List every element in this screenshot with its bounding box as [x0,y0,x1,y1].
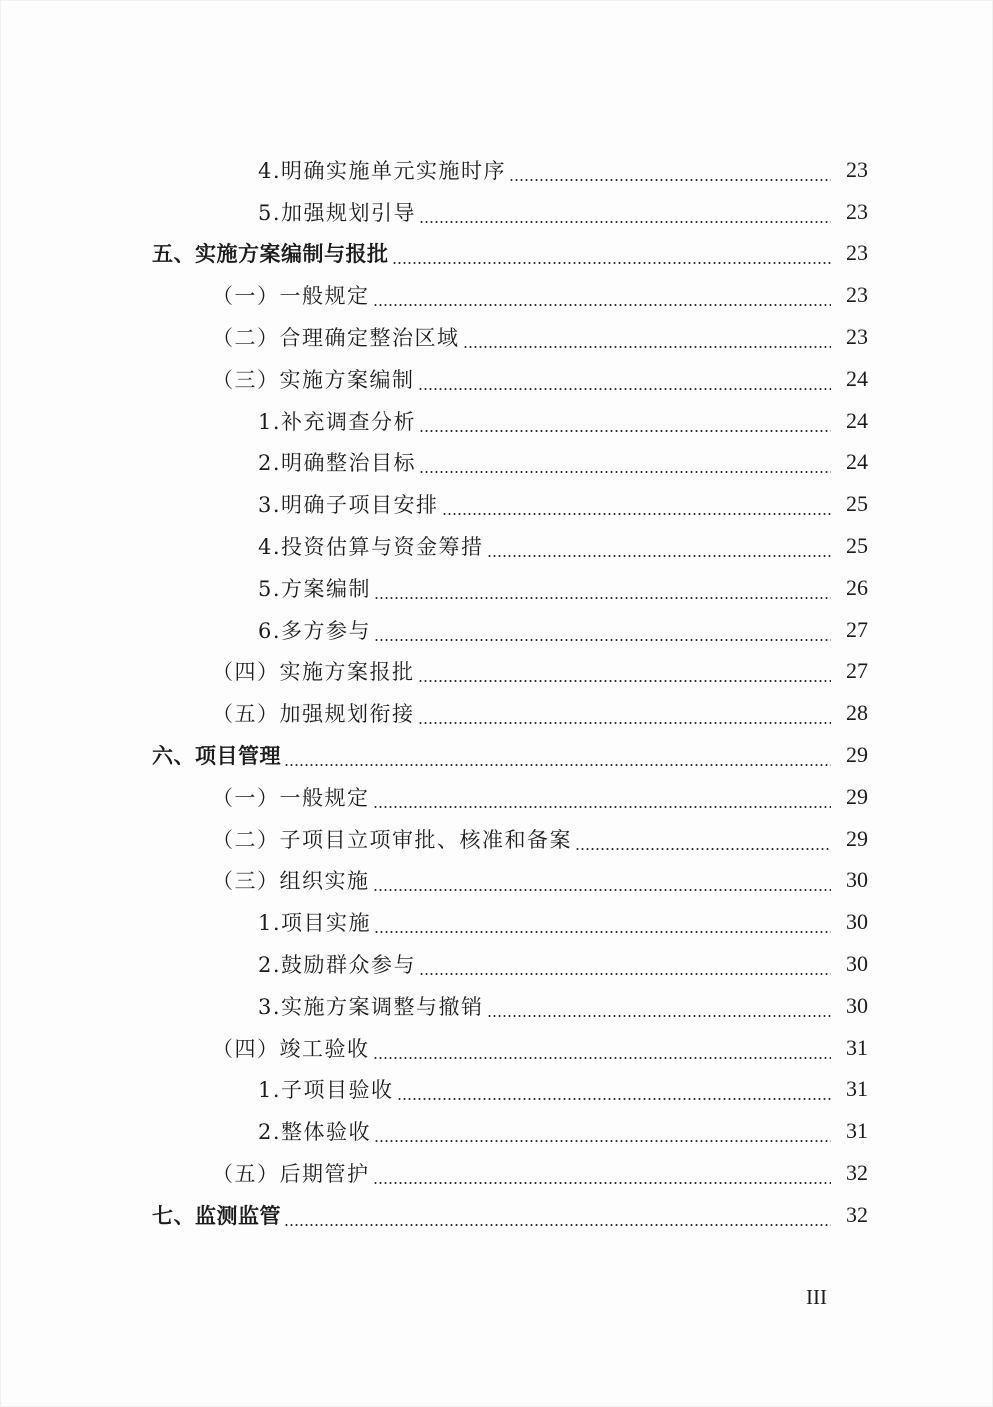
toc-entry-level-2[interactable] [0,1152,993,1194]
toc-entry-title: （三）实施方案编制 [212,367,415,392]
toc-entry-title: 六、项目管理 [152,744,281,769]
toc-entry-level-3[interactable] [0,483,993,525]
toc-dot-leader [419,430,831,432]
toc-entry-title: 1.补充调查分析 [258,409,417,434]
toc-dot-leader [373,1057,832,1059]
toc-entry-page-number: 23 [846,156,868,182]
toc-dot-leader [442,513,831,515]
toc-entry-page-number: 24 [846,449,868,475]
toc-entry-level-3[interactable] [0,1110,993,1152]
toc-entry-page-number: 30 [846,951,868,977]
toc-entry-title: 3.明确子项目安排 [258,493,439,518]
toc-dot-leader [373,889,832,891]
toc-entry-level-3[interactable] [0,567,993,609]
toc-entry-page-number: 30 [846,867,868,893]
toc-entry-page-number: 25 [846,491,868,517]
toc-entry-title: 4.明确实施单元实施时序 [258,158,507,183]
toc-entry-page-number: 25 [846,533,868,559]
toc-entry-page-number: 31 [846,1076,868,1102]
toc-entry-page-number: 26 [846,574,868,600]
toc-entry-page-number: 27 [846,658,868,684]
toc-entry-page-number: 24 [846,365,868,391]
toc-entry-level-3[interactable] [0,442,993,484]
toc-entry-title: （二）子项目立项审批、核准和备案 [212,827,572,852]
toc-dot-leader [284,764,831,766]
toc-entry-level-2[interactable] [0,776,993,818]
toc-entry-page-number: 24 [846,407,868,433]
toc-entry-title: 2.明确整治目标 [258,451,417,476]
toc-dot-leader [373,806,832,808]
toc-entry-level-2[interactable] [0,692,993,734]
toc-entry-level-1[interactable] [0,1194,993,1236]
toc-entry-page-number: 31 [846,1118,868,1144]
toc-entry-title: 5.方案编制 [258,576,372,601]
toc-entry-level-1[interactable] [0,233,993,275]
toc-dot-leader [419,471,831,473]
toc-entry-title: （二）合理确定整治区域 [212,326,460,351]
toc-entry-level-3[interactable] [0,400,993,442]
toc-entry-title: （五）后期管护 [212,1162,370,1187]
toc-entry-page-number: 29 [846,742,868,768]
toc-dot-leader [419,221,831,223]
toc-dot-leader [419,973,831,975]
toc-dot-leader [284,1224,831,1226]
toc-entry-level-3[interactable] [0,943,993,985]
toc-entry-page-number: 23 [846,240,868,266]
toc-entry-title: （三）组织实施 [212,869,370,894]
toc-entry-page-number: 31 [846,1034,868,1060]
toc-entry-level-2[interactable] [0,316,993,358]
toc-entry-level-3[interactable] [0,901,993,943]
toc-dot-leader [418,722,832,724]
toc-entry-title: （一）一般规定 [212,284,370,309]
toc-entry-title: 2.整体验收 [258,1120,372,1145]
toc-entry-page-number: 28 [846,700,868,726]
toc-entry-title: （五）加强规划衔接 [212,702,415,727]
toc-dot-leader [392,262,832,264]
toc-entry-level-2[interactable] [0,358,993,400]
toc-entry-page-number: 30 [846,909,868,935]
toc-entry-page-number: 29 [846,783,868,809]
toc-entry-title: 七、监测监管 [152,1203,281,1228]
toc-entry-level-2[interactable] [0,860,993,902]
toc-entry-level-2[interactable] [0,818,993,860]
toc-entry-title: 4.投资估算与资金筹措 [258,535,484,560]
toc-entry-level-2[interactable] [0,274,993,316]
toc-entry-title: 1.子项目验收 [258,1078,394,1103]
toc-entry-title: 6.多方参与 [258,618,372,643]
toc-entry-title: 五、实施方案编制与报批 [152,242,389,267]
toc-entry-page-number: 32 [846,1160,868,1186]
toc-entry-page-number: 23 [846,198,868,224]
toc-entry-title: 5.加强规划引导 [258,200,417,225]
toc-entry-level-3[interactable] [0,1069,993,1111]
toc-entry-title: （四）竣工验收 [212,1036,370,1061]
toc-dot-leader [575,848,831,850]
toc-entry-page-number: 29 [846,825,868,851]
toc-entry-level-3[interactable] [0,985,993,1027]
toc-dot-leader [487,555,831,557]
toc-entry-title: 3.实施方案调整与撤销 [258,994,484,1019]
page-number-folio: III [806,1285,827,1309]
table-of-contents [0,149,993,1236]
toc-entry-title: （一）一般规定 [212,785,370,810]
toc-entry-page-number: 27 [846,616,868,642]
toc-entry-title: 2.鼓励群众参与 [258,953,417,978]
toc-entry-level-3[interactable] [0,149,993,191]
toc-dot-leader [418,388,832,390]
toc-dot-leader [463,346,832,348]
toc-dot-leader [374,931,831,933]
toc-entry-level-3[interactable] [0,191,993,233]
toc-entry-title: （四）实施方案报批 [212,660,415,685]
toc-dot-leader [418,680,832,682]
toc-dot-leader [374,1140,831,1142]
toc-dot-leader [373,304,832,306]
toc-entry-page-number: 23 [846,324,868,350]
toc-entry-level-3[interactable] [0,525,993,567]
toc-dot-leader [373,1182,832,1184]
toc-entry-level-2[interactable] [0,651,993,693]
toc-dot-leader [487,1015,831,1017]
toc-entry-title: 1.项目实施 [258,911,372,936]
toc-entry-level-2[interactable] [0,1027,993,1069]
toc-entry-level-3[interactable] [0,609,993,651]
toc-entry-page-number: 32 [846,1201,868,1227]
toc-entry-page-number: 23 [846,282,868,308]
toc-dot-leader [374,639,831,641]
toc-dot-leader [397,1098,831,1100]
toc-dot-leader [374,597,831,599]
toc-entry-page-number: 30 [846,992,868,1018]
toc-entry-level-1[interactable] [0,734,993,776]
toc-dot-leader [509,179,831,181]
